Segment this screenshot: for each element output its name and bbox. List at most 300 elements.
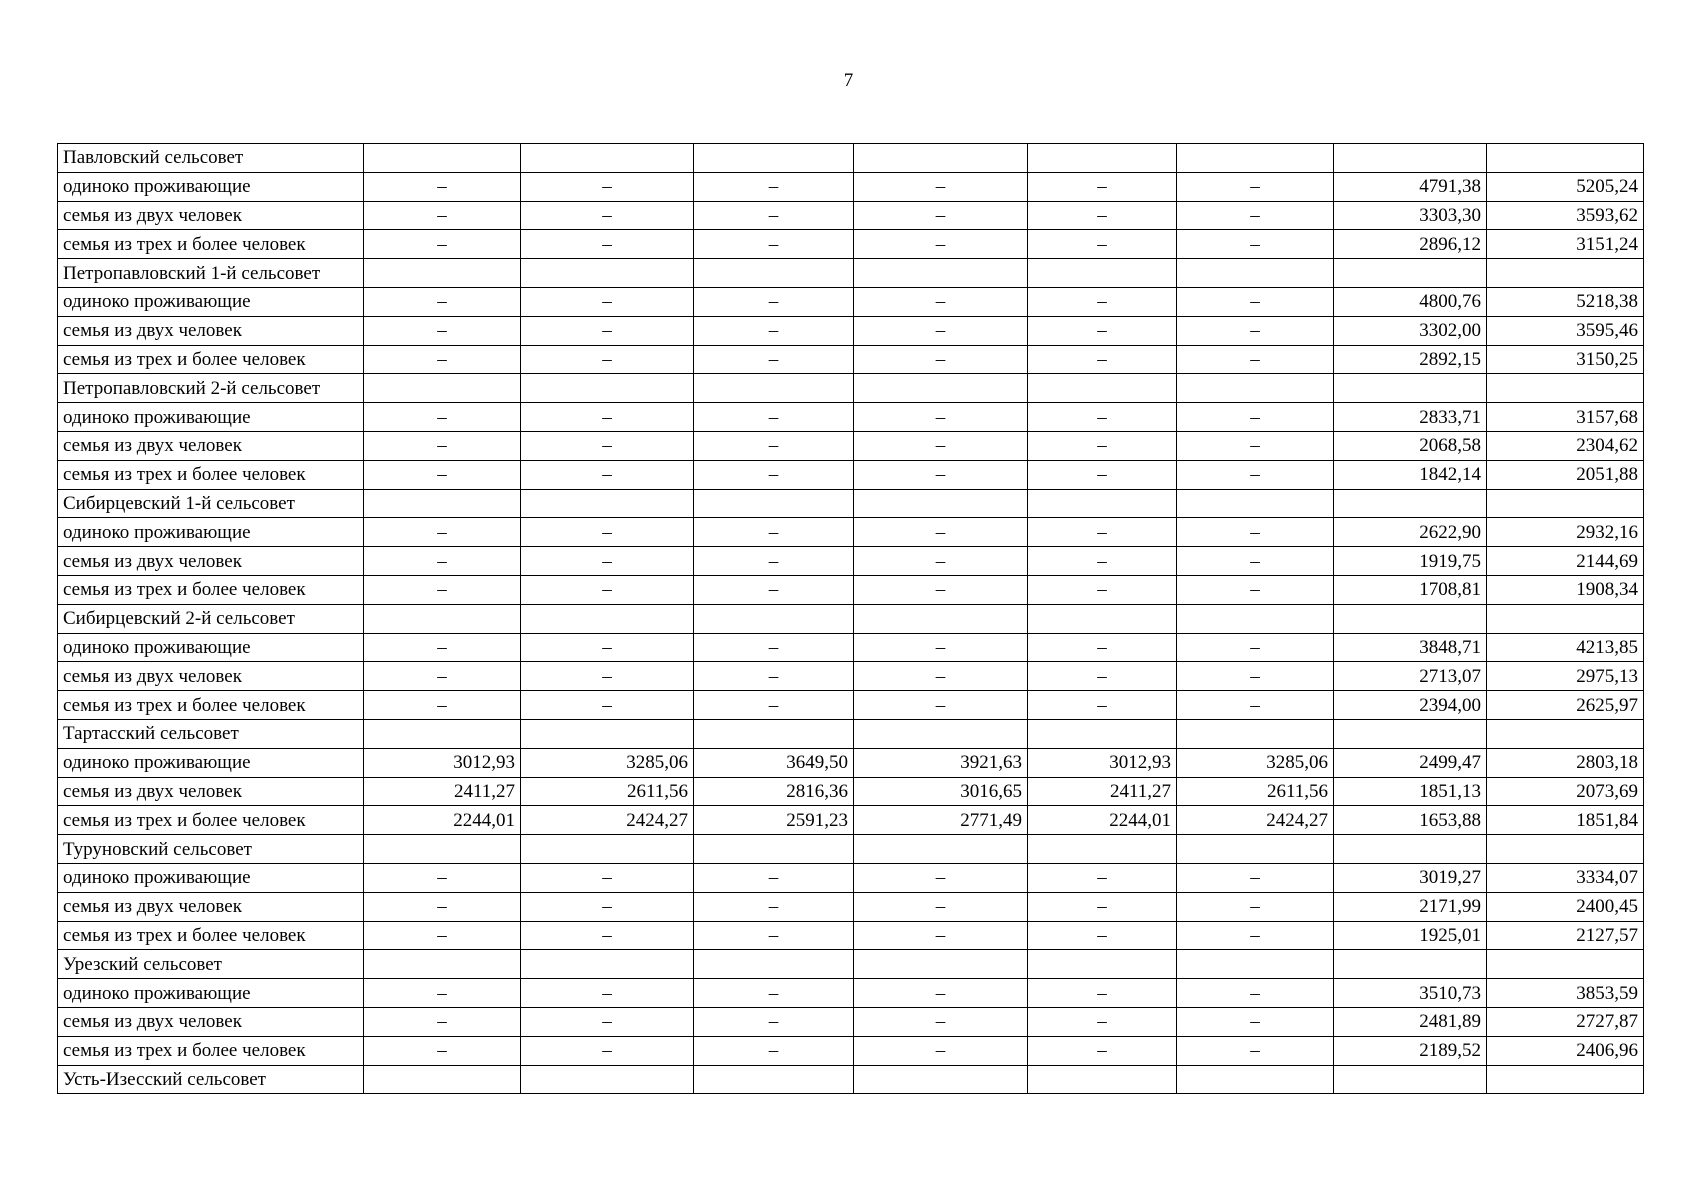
table-row xyxy=(58,1036,1644,1065)
value-cell: 2727,87 xyxy=(1487,1007,1644,1036)
empty-cell xyxy=(1028,950,1177,979)
section-title: Сибирцевский 1-й сельсовет xyxy=(58,489,364,518)
tariff-table xyxy=(57,143,1644,1094)
dash-cell: – xyxy=(694,863,854,892)
dash-cell: – xyxy=(1028,892,1177,921)
section-header-row xyxy=(58,950,1644,979)
dash-cell: – xyxy=(694,979,854,1008)
value-cell: 3012,93 xyxy=(1028,748,1177,777)
empty-cell xyxy=(1028,1065,1177,1094)
dash-cell: – xyxy=(1177,1007,1334,1036)
value-cell: 4213,85 xyxy=(1487,633,1644,662)
dash-cell: – xyxy=(364,921,521,950)
dash-cell: – xyxy=(694,921,854,950)
dash-cell: – xyxy=(1177,460,1334,489)
dash-cell: – xyxy=(854,892,1028,921)
row-label: семья из трех и более человек xyxy=(58,460,364,489)
value-cell: 2611,56 xyxy=(1177,777,1334,806)
dash-cell: – xyxy=(694,547,854,576)
section-title: Тартасский сельсовет xyxy=(58,719,364,748)
row-label: семья из двух человек xyxy=(58,201,364,230)
dash-cell: – xyxy=(1177,575,1334,604)
dash-cell: – xyxy=(1028,518,1177,547)
dash-cell: – xyxy=(1177,691,1334,720)
table-row xyxy=(58,691,1644,720)
dash-cell: – xyxy=(1177,431,1334,460)
value-cell: 2625,97 xyxy=(1487,691,1644,720)
row-label: одиноко проживающие xyxy=(58,403,364,432)
dash-cell: – xyxy=(521,518,694,547)
empty-cell xyxy=(521,144,694,173)
empty-cell xyxy=(1028,374,1177,403)
row-label: семья из двух человек xyxy=(58,1007,364,1036)
empty-cell xyxy=(1487,144,1644,173)
dash-cell: – xyxy=(1028,1036,1177,1065)
section-title: Петропавловский 2-й сельсовет xyxy=(58,374,364,403)
value-cell: 2400,45 xyxy=(1487,892,1644,921)
dash-cell: – xyxy=(694,431,854,460)
dash-cell: – xyxy=(364,518,521,547)
empty-cell xyxy=(364,1065,521,1094)
row-label: одиноко проживающие xyxy=(58,863,364,892)
empty-cell xyxy=(521,719,694,748)
dash-cell: – xyxy=(1028,316,1177,345)
dash-cell: – xyxy=(364,575,521,604)
empty-cell xyxy=(521,835,694,864)
row-label: семья из трех и более человек xyxy=(58,1036,364,1065)
empty-cell xyxy=(1028,835,1177,864)
value-cell: 2051,88 xyxy=(1487,460,1644,489)
section-header-row xyxy=(58,144,1644,173)
value-cell: 3921,63 xyxy=(854,748,1028,777)
dash-cell: – xyxy=(1177,547,1334,576)
empty-cell xyxy=(694,374,854,403)
dash-cell: – xyxy=(364,345,521,374)
section-header-row xyxy=(58,374,1644,403)
dash-cell: – xyxy=(364,201,521,230)
value-cell: 2068,58 xyxy=(1334,431,1487,460)
value-cell: 1708,81 xyxy=(1334,575,1487,604)
section-header-row xyxy=(58,259,1644,288)
value-cell: 2481,89 xyxy=(1334,1007,1487,1036)
dash-cell: – xyxy=(1028,230,1177,259)
dash-cell: – xyxy=(364,460,521,489)
dash-cell: – xyxy=(694,230,854,259)
dash-cell: – xyxy=(854,691,1028,720)
row-label: одиноко проживающие xyxy=(58,287,364,316)
value-cell: 3012,93 xyxy=(364,748,521,777)
empty-cell xyxy=(1177,835,1334,864)
table-row xyxy=(58,230,1644,259)
value-cell: 2424,27 xyxy=(1177,806,1334,835)
dash-cell: – xyxy=(694,460,854,489)
empty-cell xyxy=(1028,144,1177,173)
dash-cell: – xyxy=(364,230,521,259)
value-cell: 5218,38 xyxy=(1487,287,1644,316)
row-label: одиноко проживающие xyxy=(58,633,364,662)
empty-cell xyxy=(1487,1065,1644,1094)
empty-cell xyxy=(1028,259,1177,288)
dash-cell: – xyxy=(364,662,521,691)
value-cell: 3510,73 xyxy=(1334,979,1487,1008)
empty-cell xyxy=(1334,604,1487,633)
dash-cell: – xyxy=(694,287,854,316)
section-title: Усть-Изесский сельсовет xyxy=(58,1065,364,1094)
dash-cell: – xyxy=(1028,547,1177,576)
empty-cell xyxy=(854,604,1028,633)
value-cell: 2713,07 xyxy=(1334,662,1487,691)
dash-cell: – xyxy=(1177,518,1334,547)
dash-cell: – xyxy=(1177,979,1334,1008)
table-row xyxy=(58,921,1644,950)
dash-cell: – xyxy=(521,979,694,1008)
dash-cell: – xyxy=(1177,287,1334,316)
value-cell: 2896,12 xyxy=(1334,230,1487,259)
table-row xyxy=(58,979,1644,1008)
table-row xyxy=(58,806,1644,835)
value-cell: 3853,59 xyxy=(1487,979,1644,1008)
dash-cell: – xyxy=(1028,863,1177,892)
dash-cell: – xyxy=(364,431,521,460)
dash-cell: – xyxy=(854,633,1028,662)
dash-cell: – xyxy=(854,431,1028,460)
row-label: семья из трех и более человек xyxy=(58,575,364,604)
row-label: одиноко проживающие xyxy=(58,748,364,777)
value-cell: 2394,00 xyxy=(1334,691,1487,720)
value-cell: 2975,13 xyxy=(1487,662,1644,691)
empty-cell xyxy=(521,489,694,518)
dash-cell: – xyxy=(1177,316,1334,345)
dash-cell: – xyxy=(854,1007,1028,1036)
dash-cell: – xyxy=(854,1036,1028,1065)
value-cell: 3151,24 xyxy=(1487,230,1644,259)
dash-cell: – xyxy=(1028,1007,1177,1036)
dash-cell: – xyxy=(1177,633,1334,662)
empty-cell xyxy=(1177,1065,1334,1094)
dash-cell: – xyxy=(854,172,1028,201)
dash-cell: – xyxy=(694,518,854,547)
empty-cell xyxy=(364,950,521,979)
empty-cell xyxy=(854,950,1028,979)
empty-cell xyxy=(854,144,1028,173)
dash-cell: – xyxy=(854,518,1028,547)
row-label: семья из двух человек xyxy=(58,777,364,806)
dash-cell: – xyxy=(521,172,694,201)
empty-cell xyxy=(1028,604,1177,633)
value-cell: 2127,57 xyxy=(1487,921,1644,950)
empty-cell xyxy=(521,259,694,288)
value-cell: 3848,71 xyxy=(1334,633,1487,662)
table-row xyxy=(58,633,1644,662)
empty-cell xyxy=(694,144,854,173)
empty-cell xyxy=(694,1065,854,1094)
empty-cell xyxy=(364,144,521,173)
table-row xyxy=(58,460,1644,489)
dash-cell: – xyxy=(364,316,521,345)
dash-cell: – xyxy=(694,892,854,921)
dash-cell: – xyxy=(1177,892,1334,921)
empty-cell xyxy=(854,719,1028,748)
dash-cell: – xyxy=(364,403,521,432)
dash-cell: – xyxy=(364,1007,521,1036)
dash-cell: – xyxy=(364,691,521,720)
empty-cell xyxy=(1028,719,1177,748)
row-label: семья из двух человек xyxy=(58,431,364,460)
empty-cell xyxy=(1487,604,1644,633)
dash-cell: – xyxy=(521,633,694,662)
section-header-row xyxy=(58,719,1644,748)
dash-cell: – xyxy=(1028,345,1177,374)
empty-cell xyxy=(1177,144,1334,173)
dash-cell: – xyxy=(521,1007,694,1036)
dash-cell: – xyxy=(1028,172,1177,201)
table-body xyxy=(58,144,1644,1094)
dash-cell: – xyxy=(1028,460,1177,489)
empty-cell xyxy=(1334,259,1487,288)
empty-cell xyxy=(1487,835,1644,864)
dash-cell: – xyxy=(1177,403,1334,432)
dash-cell: – xyxy=(854,460,1028,489)
empty-cell xyxy=(1334,950,1487,979)
dash-cell: – xyxy=(694,575,854,604)
dash-cell: – xyxy=(1177,230,1334,259)
row-label: семья из двух человек xyxy=(58,316,364,345)
value-cell: 1919,75 xyxy=(1334,547,1487,576)
section-header-row xyxy=(58,835,1644,864)
dash-cell: – xyxy=(1177,172,1334,201)
value-cell: 3019,27 xyxy=(1334,863,1487,892)
value-cell: 2932,16 xyxy=(1487,518,1644,547)
empty-cell xyxy=(1028,489,1177,518)
dash-cell: – xyxy=(1028,575,1177,604)
empty-cell xyxy=(1334,1065,1487,1094)
empty-cell xyxy=(1177,950,1334,979)
empty-cell xyxy=(1177,604,1334,633)
dash-cell: – xyxy=(521,863,694,892)
table-row xyxy=(58,287,1644,316)
dash-cell: – xyxy=(694,201,854,230)
empty-cell xyxy=(854,835,1028,864)
value-cell: 2244,01 xyxy=(364,806,521,835)
value-cell: 3595,46 xyxy=(1487,316,1644,345)
value-cell: 3334,07 xyxy=(1487,863,1644,892)
empty-cell xyxy=(854,1065,1028,1094)
row-label: одиноко проживающие xyxy=(58,172,364,201)
value-cell: 2591,23 xyxy=(694,806,854,835)
empty-cell xyxy=(364,719,521,748)
dash-cell: – xyxy=(521,460,694,489)
section-title: Петропавловский 1-й сельсовет xyxy=(58,259,364,288)
table-row xyxy=(58,662,1644,691)
value-cell: 3302,00 xyxy=(1334,316,1487,345)
table-row xyxy=(58,863,1644,892)
value-cell: 2771,49 xyxy=(854,806,1028,835)
table-row xyxy=(58,518,1644,547)
dash-cell: – xyxy=(1028,662,1177,691)
dash-cell: – xyxy=(521,662,694,691)
row-label: семья из двух человек xyxy=(58,547,364,576)
dash-cell: – xyxy=(364,172,521,201)
dash-cell: – xyxy=(521,575,694,604)
dash-cell: – xyxy=(694,1036,854,1065)
dash-cell: – xyxy=(1177,921,1334,950)
table-row xyxy=(58,1007,1644,1036)
dash-cell: – xyxy=(694,345,854,374)
empty-cell xyxy=(364,489,521,518)
dash-cell: – xyxy=(521,1036,694,1065)
dash-cell: – xyxy=(521,431,694,460)
empty-cell xyxy=(1334,489,1487,518)
dash-cell: – xyxy=(854,547,1028,576)
value-cell: 2189,52 xyxy=(1334,1036,1487,1065)
empty-cell xyxy=(364,604,521,633)
dash-cell: – xyxy=(521,691,694,720)
empty-cell xyxy=(694,604,854,633)
empty-cell xyxy=(1487,719,1644,748)
value-cell: 3285,06 xyxy=(521,748,694,777)
value-cell: 2816,36 xyxy=(694,777,854,806)
table-row xyxy=(58,431,1644,460)
table-row xyxy=(58,547,1644,576)
dash-cell: – xyxy=(854,230,1028,259)
dash-cell: – xyxy=(694,662,854,691)
value-cell: 2171,99 xyxy=(1334,892,1487,921)
empty-cell xyxy=(694,259,854,288)
dash-cell: – xyxy=(521,201,694,230)
value-cell: 1851,13 xyxy=(1334,777,1487,806)
dash-cell: – xyxy=(1028,633,1177,662)
empty-cell xyxy=(1334,144,1487,173)
dash-cell: – xyxy=(364,892,521,921)
dash-cell: – xyxy=(854,403,1028,432)
dash-cell: – xyxy=(1028,431,1177,460)
dash-cell: – xyxy=(364,979,521,1008)
page-number: 7 xyxy=(843,70,854,91)
section-title: Туруновский сельсовет xyxy=(58,835,364,864)
empty-cell xyxy=(694,489,854,518)
dash-cell: – xyxy=(364,287,521,316)
value-cell: 3150,25 xyxy=(1487,345,1644,374)
dash-cell: – xyxy=(694,172,854,201)
empty-cell xyxy=(521,1065,694,1094)
dash-cell: – xyxy=(521,921,694,950)
dash-cell: – xyxy=(521,892,694,921)
value-cell: 2411,27 xyxy=(364,777,521,806)
dash-cell: – xyxy=(694,691,854,720)
empty-cell xyxy=(1487,950,1644,979)
section-header-row xyxy=(58,489,1644,518)
row-label: семья из двух человек xyxy=(58,892,364,921)
row-label: семья из трех и более человек xyxy=(58,921,364,950)
section-header-row xyxy=(58,1065,1644,1094)
value-cell: 3285,06 xyxy=(1177,748,1334,777)
row-label: семья из трех и более человек xyxy=(58,230,364,259)
value-cell: 1908,34 xyxy=(1487,575,1644,604)
empty-cell xyxy=(521,950,694,979)
dash-cell: – xyxy=(1028,201,1177,230)
dash-cell: – xyxy=(521,547,694,576)
dash-cell: – xyxy=(854,863,1028,892)
dash-cell: – xyxy=(854,979,1028,1008)
dash-cell: – xyxy=(854,287,1028,316)
dash-cell: – xyxy=(1177,1036,1334,1065)
table-row xyxy=(58,892,1644,921)
table-row xyxy=(58,316,1644,345)
empty-cell xyxy=(694,950,854,979)
section-title: Урезский сельсовет xyxy=(58,950,364,979)
value-cell: 2411,27 xyxy=(1028,777,1177,806)
empty-cell xyxy=(854,259,1028,288)
table-row xyxy=(58,172,1644,201)
table-row xyxy=(58,575,1644,604)
value-cell: 4800,76 xyxy=(1334,287,1487,316)
empty-cell xyxy=(1334,719,1487,748)
dash-cell: – xyxy=(694,633,854,662)
empty-cell xyxy=(1487,374,1644,403)
table-row xyxy=(58,345,1644,374)
dash-cell: – xyxy=(1028,691,1177,720)
dash-cell: – xyxy=(1177,345,1334,374)
value-cell: 2833,71 xyxy=(1334,403,1487,432)
table-row xyxy=(58,201,1644,230)
dash-cell: – xyxy=(694,1007,854,1036)
value-cell: 3016,65 xyxy=(854,777,1028,806)
dash-cell: – xyxy=(521,230,694,259)
dash-cell: – xyxy=(521,316,694,345)
value-cell: 2611,56 xyxy=(521,777,694,806)
row-label: семья из двух человек xyxy=(58,662,364,691)
empty-cell xyxy=(364,374,521,403)
dash-cell: – xyxy=(521,345,694,374)
dash-cell: – xyxy=(1028,287,1177,316)
row-label: одиноко проживающие xyxy=(58,979,364,1008)
value-cell: 2304,62 xyxy=(1487,431,1644,460)
dash-cell: – xyxy=(521,287,694,316)
empty-cell xyxy=(521,604,694,633)
empty-cell xyxy=(1177,374,1334,403)
empty-cell xyxy=(1334,835,1487,864)
value-cell: 2892,15 xyxy=(1334,345,1487,374)
value-cell: 3157,68 xyxy=(1487,403,1644,432)
dash-cell: – xyxy=(854,316,1028,345)
dash-cell: – xyxy=(854,921,1028,950)
empty-cell xyxy=(521,374,694,403)
value-cell: 4791,38 xyxy=(1334,172,1487,201)
value-cell: 3649,50 xyxy=(694,748,854,777)
value-cell: 2803,18 xyxy=(1487,748,1644,777)
section-title: Павловский сельсовет xyxy=(58,144,364,173)
value-cell: 1851,84 xyxy=(1487,806,1644,835)
empty-cell xyxy=(1334,374,1487,403)
value-cell: 2244,01 xyxy=(1028,806,1177,835)
dash-cell: – xyxy=(521,403,694,432)
row-label: семья из трех и более человек xyxy=(58,806,364,835)
row-label: одиноко проживающие xyxy=(58,518,364,547)
empty-cell xyxy=(1177,489,1334,518)
dash-cell: – xyxy=(1177,201,1334,230)
value-cell: 1653,88 xyxy=(1334,806,1487,835)
dash-cell: – xyxy=(1028,979,1177,1008)
value-cell: 3303,30 xyxy=(1334,201,1487,230)
row-label: семья из трех и более человек xyxy=(58,691,364,720)
empty-cell xyxy=(694,719,854,748)
section-header-row xyxy=(58,604,1644,633)
empty-cell xyxy=(1177,259,1334,288)
table-row xyxy=(58,748,1644,777)
value-cell: 1925,01 xyxy=(1334,921,1487,950)
value-cell: 2499,47 xyxy=(1334,748,1487,777)
empty-cell xyxy=(694,835,854,864)
